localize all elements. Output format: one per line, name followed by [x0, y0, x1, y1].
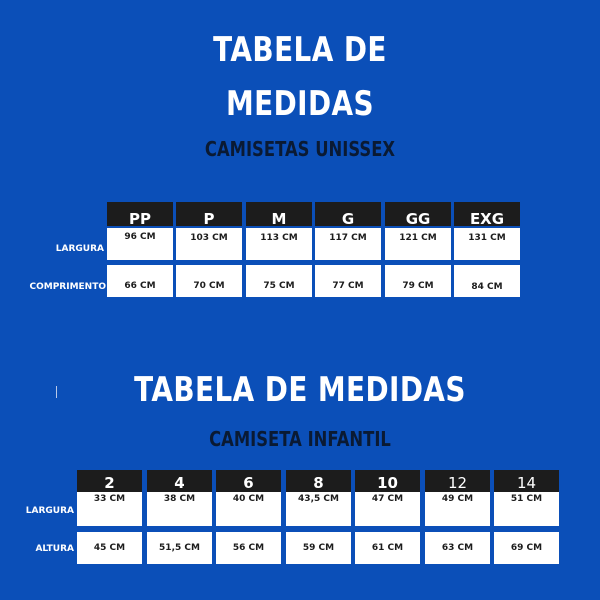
infantil-largura-cell: 38 CM [147, 492, 212, 526]
unisex-largura-cell: 131 CM [454, 228, 520, 260]
infantil-largura-cell: 49 CM [425, 492, 490, 526]
infantil-altura-cell: 61 CM [355, 532, 420, 564]
infantil-largura-cell: 47 CM [355, 492, 420, 526]
unisex-title-line1: TABELA DE [213, 30, 387, 70]
unisex-largura-cell: 103 CM [176, 228, 242, 260]
infantil-row-label-altura: ALTURA [35, 544, 74, 554]
unisex-size-header: PP [107, 202, 173, 226]
infantil-altura-cell: 63 CM [425, 532, 490, 564]
unisex-size-header: GG [385, 202, 451, 226]
unisex-largura-cell: 121 CM [385, 228, 451, 260]
infantil-size-header: 12 [425, 470, 490, 492]
unisex-size-header: P [176, 202, 242, 226]
infantil-size-header: 4 [147, 470, 212, 492]
unisex-largura-cell: 113 CM [246, 228, 312, 260]
unisex-largura-cell: 117 CM [315, 228, 381, 260]
infantil-size-header: 10 [355, 470, 420, 492]
unisex-largura-cell: 96 CM [107, 228, 173, 260]
unisex-comprimento-cell: 66 CM [107, 265, 173, 297]
infantil-altura-cell: 56 CM [216, 532, 281, 564]
infantil-altura-cell: 51,5 CM [147, 532, 212, 564]
unisex-comprimento-cell: 84 CM [454, 265, 520, 297]
unisex-subtitle: CAMISETAS UNISSEX [204, 137, 396, 161]
infantil-subtitle: CAMISETA INFANTIL [209, 427, 391, 451]
infantil-largura-cell: 43,5 CM [286, 492, 351, 526]
unisex-size-header: G [315, 202, 381, 226]
infantil-altura-cell: 69 CM [494, 532, 559, 564]
infantil-size-header: 2 [77, 470, 142, 492]
unisex-row-label-largura: LARGURA [55, 244, 104, 254]
unisex-title-line2: MEDIDAS [226, 84, 374, 124]
infantil-row-label-largura: LARGURA [25, 506, 74, 516]
unisex-comprimento-cell: 77 CM [315, 265, 381, 297]
unisex-row-label-comprimento: COMPRIMENTO [29, 282, 106, 292]
unisex-comprimento-cell: 70 CM [176, 265, 242, 297]
unisex-size-header: EXG [454, 202, 520, 226]
unisex-comprimento-cell: 75 CM [246, 265, 312, 297]
infantil-size-header: 14 [494, 470, 559, 492]
infantil-largura-cell: 40 CM [216, 492, 281, 526]
infantil-altura-cell: 59 CM [286, 532, 351, 564]
infantil-size-header: 6 [216, 470, 281, 492]
infantil-title: TABELA DE MEDIDAS [134, 370, 466, 410]
infantil-largura-cell: 51 CM [494, 492, 559, 526]
infantil-size-header: 8 [286, 470, 351, 492]
unisex-size-header: M [246, 202, 312, 226]
unisex-comprimento-cell: 79 CM [385, 265, 451, 297]
infantil-altura-cell: 45 CM [77, 532, 142, 564]
infantil-largura-cell: 33 CM [77, 492, 142, 526]
